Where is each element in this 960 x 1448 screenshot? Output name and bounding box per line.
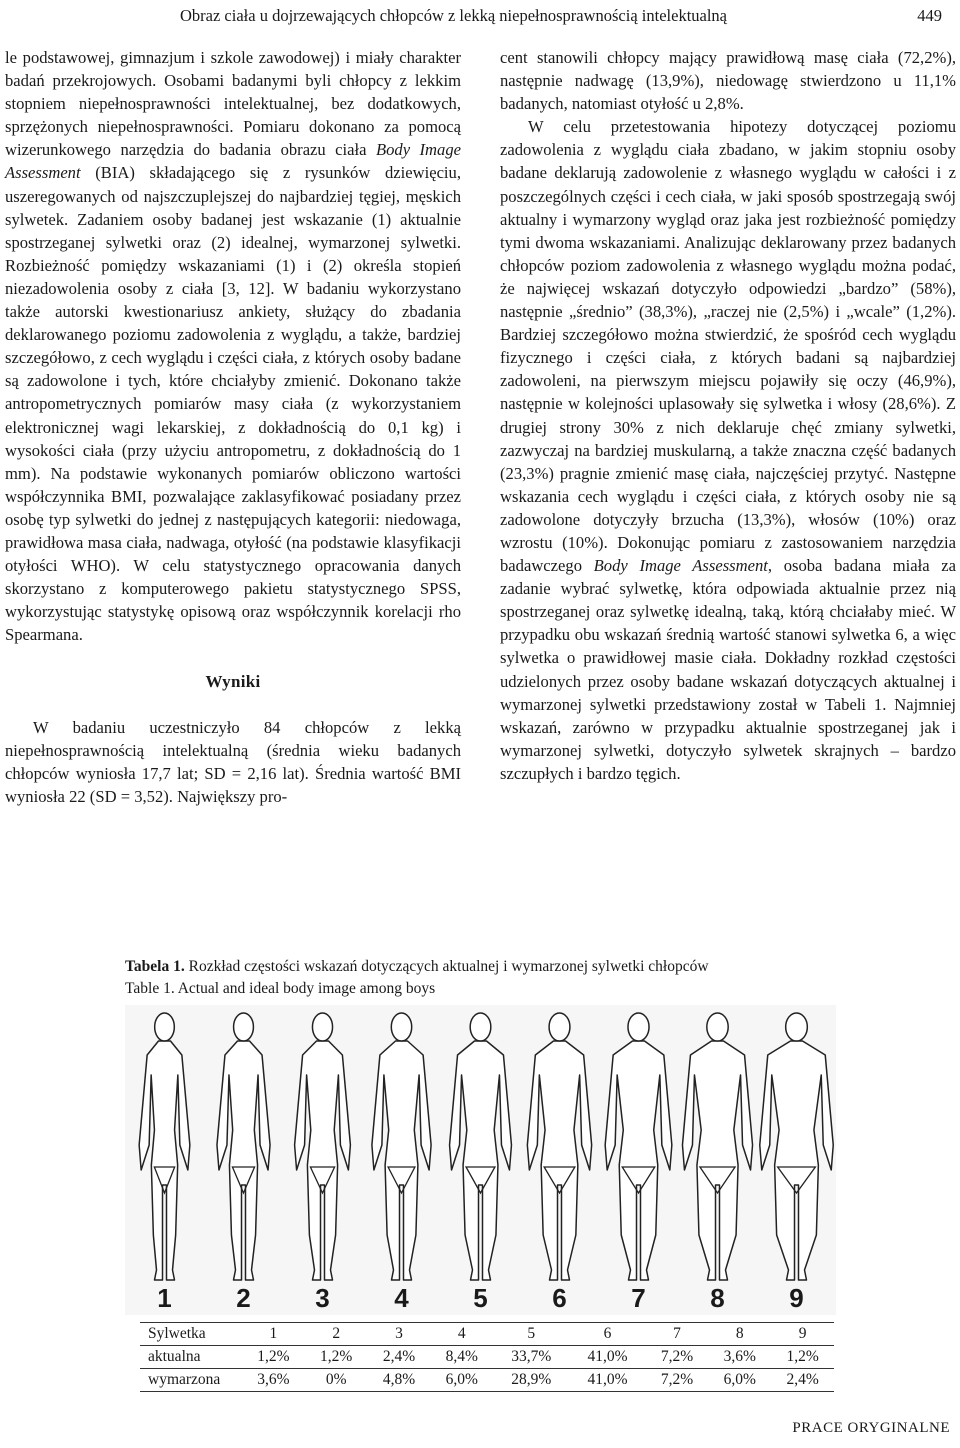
table-cell: 3,6% <box>708 1346 771 1369</box>
table-row <box>140 1369 834 1392</box>
table-cell: 8,4% <box>430 1346 493 1369</box>
silhouette-number: 3 <box>315 1283 330 1313</box>
silhouette-head <box>470 1013 491 1041</box>
caption-polish <box>125 956 885 978</box>
table-cell: 3,6% <box>242 1369 305 1392</box>
silhouette-head <box>628 1013 649 1041</box>
page-number: 449 <box>917 6 942 25</box>
body-silhouettes-figure <box>125 1005 836 1315</box>
table-cell: 4,8% <box>368 1369 431 1392</box>
table-cell: 2,4% <box>368 1346 431 1369</box>
table-column-header: 1 <box>242 1323 305 1346</box>
table-cell: 41,0% <box>569 1346 645 1369</box>
right-paragraph-satisfaction <box>500 115 956 785</box>
silhouette-head <box>234 1013 254 1041</box>
silhouette-head <box>312 1013 332 1041</box>
table-cell: 7,2% <box>646 1369 709 1392</box>
right-column <box>500 46 956 785</box>
left-paragraph-results: W badaniu uczestniczyło 84 chłopców z lekką niepełnosprawnością intelektualną (średnia wieku badanych chłopców wyniosła 17,7 lat; SD = 2,16 lat). Średnia wartość BMI wyniosła 22 (SD = 3,52). Największy pro- <box>5 717 461 806</box>
table-column-header: 7 <box>646 1323 709 1346</box>
table-column-header: 8 <box>708 1323 771 1346</box>
silhouette-number: 6 <box>552 1283 567 1313</box>
right-paragraph-bmi: cent stanowili chłopcy mający prawidłową masę ciała (72,2%), następnie nadwagę (13,9%), niedowagę stwierdzono u 11,1% badanych, natomiast otyłość u 2,8%. <box>500 48 956 114</box>
caption-english: Table 1. Actual and ideal body image among boys <box>125 980 436 997</box>
table-cell: 1,2% <box>771 1346 834 1369</box>
running-title: Obraz ciała u dojrzewających chłopców z lekką niepełnosprawnością intelektualną <box>180 6 728 25</box>
table-cell: 6,0% <box>708 1369 771 1392</box>
silhouette-frequency-table <box>140 1322 834 1392</box>
table-column-header: 3 <box>368 1323 431 1346</box>
table-cell: 1,2% <box>305 1346 368 1369</box>
table-column-header: 6 <box>569 1323 645 1346</box>
table-caption <box>125 956 885 1000</box>
table-cell: 2,4% <box>771 1369 834 1392</box>
caption-label: Tabela 1. <box>125 958 185 975</box>
footer-label: PRACE ORYGINALNE <box>792 1420 950 1436</box>
table-header-row <box>140 1323 834 1346</box>
table-row-label: wymarzona <box>140 1369 242 1392</box>
silhouette-head <box>707 1013 728 1041</box>
table-column-header: 9 <box>771 1323 834 1346</box>
silhouette-number: 5 <box>473 1283 488 1313</box>
caption-polish-text: Rozkład częstości wskazań dotyczących aktualnej i wymarzonej sylwetki chłopców <box>184 958 709 975</box>
table-column-header: 4 <box>430 1323 493 1346</box>
section-heading-results: Wyniki <box>205 672 261 692</box>
table-column-header: 5 <box>493 1323 569 1346</box>
table-row <box>140 1346 834 1369</box>
right-p2-italic-bia: Body Image Assessment <box>593 556 768 576</box>
left-column <box>5 46 461 808</box>
table-column-header: 2 <box>305 1323 368 1346</box>
table-cell: 41,0% <box>569 1369 645 1392</box>
silhouette-head <box>391 1013 411 1041</box>
right-p2-text-a: W celu przetestowania hipotezy dotyczącej poziomu zadowolenia z wyglądu ciała zbadano, w jakim stopniu osoby badane deklarują zadowolenie z własnego wyglądu w całości i z poszczególnych części i cech ciała, w jaki sposób spostrzegają swój aktualny i wymarzony wygląd oraz jaka jest rozbieżność pomiędzy tymi dwoma wskazaniami. Analizując deklarowany przez badanych chłopców poziom zadowolenia z własnego wyglądu można podać, że najwięcej wskazań dotyczyło odpowiedzi „bardzo” (58%), następnie „średnio” (38,3%), „raczej nie (2,5%) i „wcale” (1,2%). Bardziej szczegółowo można stwierdzić, że spośród cech wyglądu fizycznego i części ciała, z których badani są najbardziej zadowoleni, na pierwszym miejscu pojawiły się oczy (46,9%), następnie w kolejności uplasowały się sylwetka i włosy (28,6%). Z drugiej strony 30% z nich deklaruje chęć zmiany sylwetki, zazwyczaj na bardziej muskularną, a także znaczna część badanych (23,3%) pragnie zmienić masę ciała, najczęściej przytyć. Następne wskazania cech wyglądu i części ciała, z których osoby nie są zadowolone dotyczyły brzucha (13,3%), włosów (10%) oraz wzrostu (10%). Dokonując pomiaru z zastosowaniem narzędzia badawczego <box>500 117 956 576</box>
table-header-label: Sylwetka <box>140 1323 242 1346</box>
right-p2-text-b: , osoba badana miała za zadanie wybrać sylwetkę, która odpowiada aktualnie przez nią spostrzeganej oraz sylwetkę idealną, taką, którą chciałaby mieć. W przypadku obu wskazań średnią wartość stanowi sylwetka 6, a więc sylwetka o prawidłowej masie ciała. Dokładny rozkład częstości udzielonych przez osoby badane wskazań dotyczących aktualnej i wymarzonej sylwetki przedstawiony został w Tabeli 1. Najmniej wskazań, zarówno w przypadku aktualnie spostrzeganej jak i wymarzonej sylwetki, dotyczyło sylwetek skrajnych – bardzo szczupłych i bardzo tęgich. <box>500 556 956 783</box>
silhouette-head <box>549 1013 570 1041</box>
table-cell: 6,0% <box>430 1369 493 1392</box>
left-paragraph-methods <box>5 46 461 646</box>
table-cell: 7,2% <box>646 1346 709 1369</box>
silhouette-number: 7 <box>631 1283 646 1313</box>
silhouette-number: 2 <box>236 1283 251 1313</box>
table-cell: 1,2% <box>242 1346 305 1369</box>
left-p1-text-b: (BIA) składającego się z rysunków dziewięciu, uszeregowanych od najszczuplejszej do najbardziej tęgiej, męskich sylwetek. Zadaniem osoby badanej jest wskazanie (1) aktualnie spostrzeganej sylwetki oraz (2) idealnej, wymarzonej sylwetki. Rozbieżność pomiędzy wskazaniami (1) i (2) określa stopień niezadowolenia osoby z ciała [3, 12]. W badaniu wykorzystano także autorski kwestionariusz ankiety, służący do zbadania deklarowanego poziomu zadowolenia z wyglądu, a także, bardziej szczegółowo, z cech wyglądu i części ciała, z których osoby badane są zadowolone i tych, które chciałyby zmienić. Dokonano także antropometrycznych pomiarów masy ciała (z wykorzystaniem elektronicznej wagi lekarskiej, z dokładnością do 0,1 kg) i wysokości ciała (przy użyciu antropometru, z dokładnością do 1 mm). Na podstawie wykonanych pomiarów obliczono wartości współczynnika BMI, pozwalające zaklasyfikować posiadany przez osobę typ sylwetki do jednej z następujących kategorii: niedowaga, prawidłowa masa ciała, nadwaga, otyłość (na podstawie klasyfikacji otyłości WHO). W celu statystycznego opracowania danych skorzystano z komputerowego pakietu statystycznego SPSS, wykorzystując statystykę opisową oraz współczynnik korelacji rho Spearmana. <box>5 163 461 645</box>
table-cell: 33,7% <box>493 1346 569 1369</box>
left-p1-text-a: le podstawowej, gimnazjum i szkole zawodowej) i miały charakter badań przekrojowych. Osobami badanymi byli chłopcy z lekkim stopniem niepełnosprawności intelektualnej, bez dodatkowych, sprzężonych niepełnosprawności. Pomiaru dokonano za pomocą wizerunkowego narzędzia do badania obrazu ciała <box>5 48 461 160</box>
running-header <box>0 6 960 34</box>
table-cell: 0% <box>305 1369 368 1392</box>
silhouette-number: 9 <box>789 1283 804 1313</box>
left-p1-italic-bia: Body Image Assessment <box>5 140 461 183</box>
silhouette-head <box>786 1013 808 1041</box>
silhouette-number: 1 <box>157 1283 172 1313</box>
silhouette-head <box>155 1013 175 1041</box>
table-row-label: aktualna <box>140 1346 242 1369</box>
table-cell: 28,9% <box>493 1369 569 1392</box>
silhouette-number: 8 <box>710 1283 725 1313</box>
silhouette-number: 4 <box>394 1283 409 1313</box>
